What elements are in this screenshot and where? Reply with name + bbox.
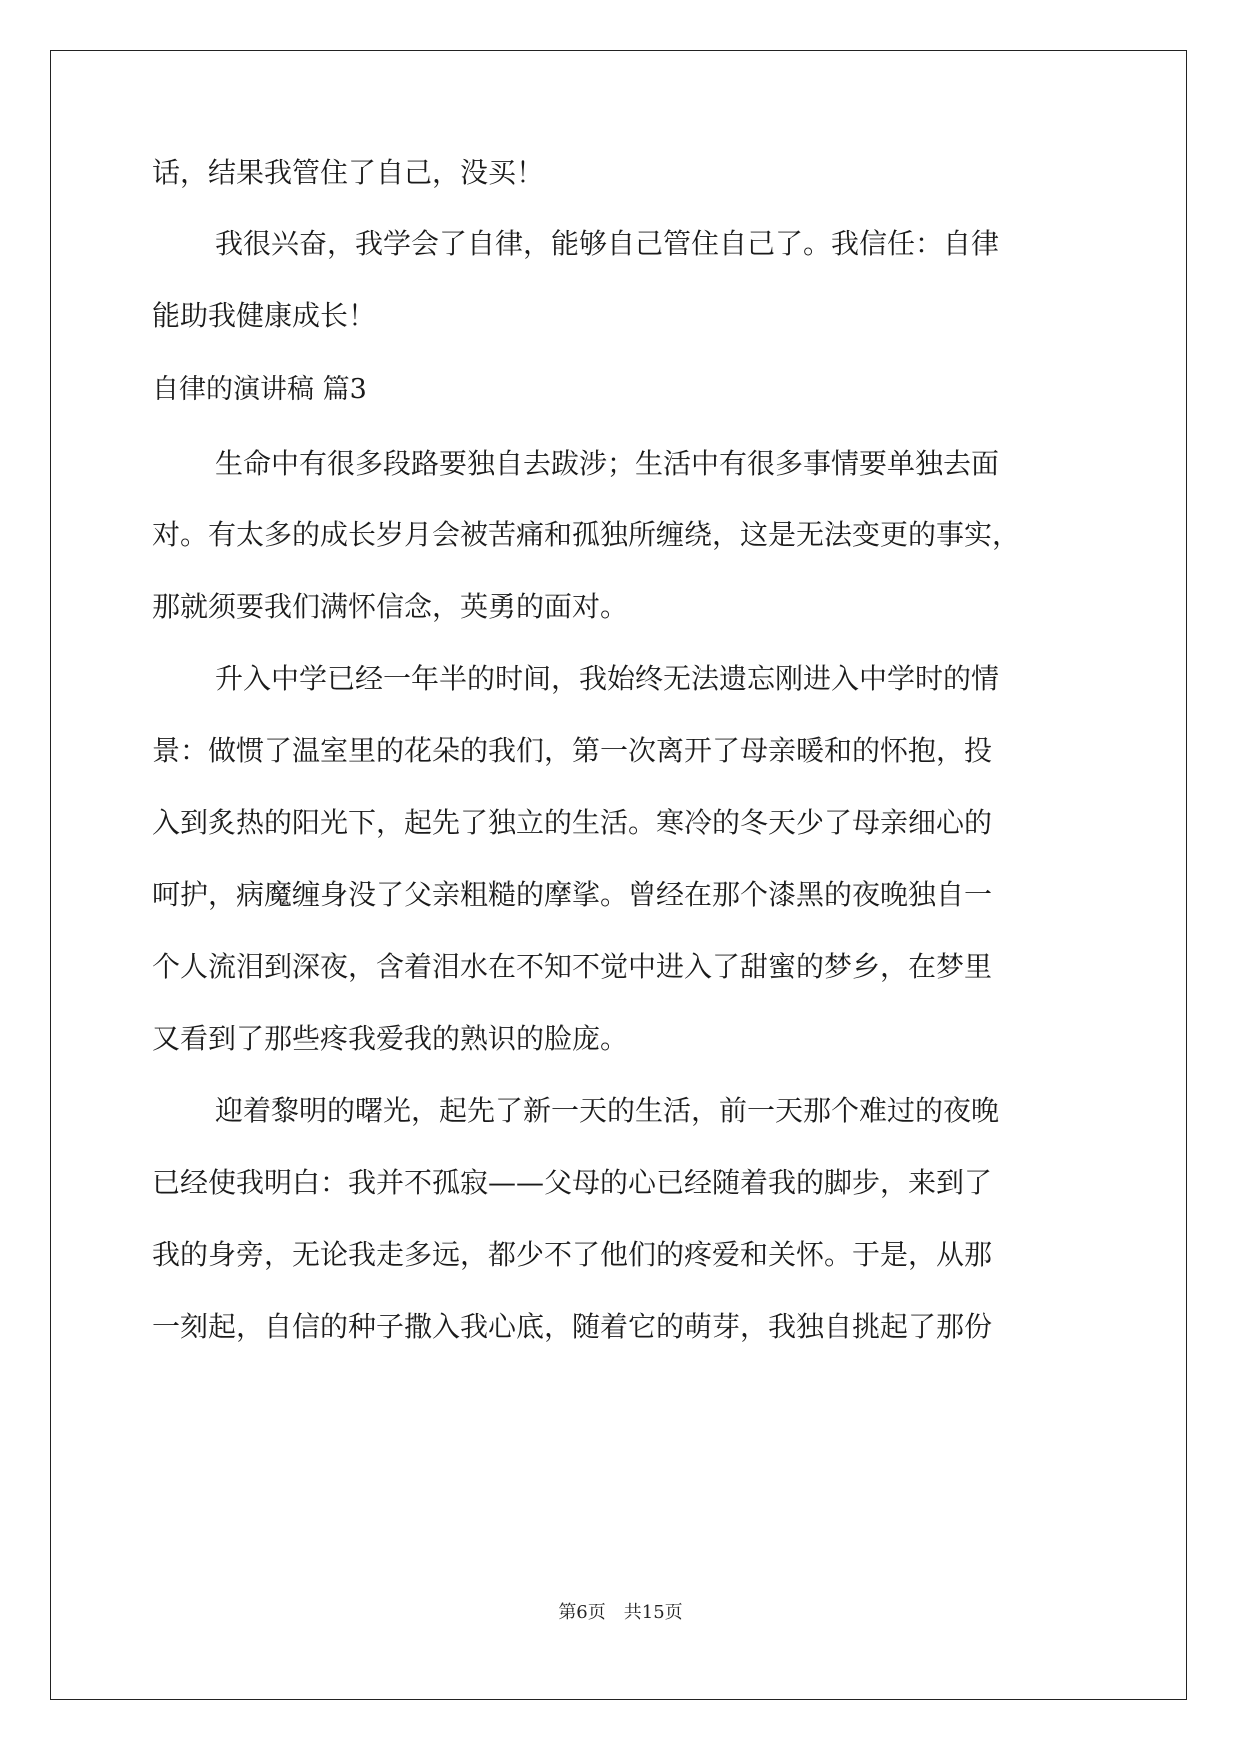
- text-line: 生命中有很多段路要独自去跋涉；生活中有很多事情要单独去面: [215, 447, 1000, 480]
- text-line: 一刻起，自信的种子撒入我心底，随着它的萌芽，我独自挑起了那份: [152, 1310, 993, 1343]
- text-line: 已经使我明白：我并不孤寂——父母的心已经随着我的脚步，来到了: [152, 1166, 993, 1199]
- text-line: 我很兴奋，我学会了自律，能够自己管住自己了。我信任：自律: [215, 227, 1000, 260]
- text-line: 入到炙热的阳光下，起先了独立的生活。寒冷的冬天少了母亲细心的: [152, 806, 993, 839]
- text-line: 话，结果我管住了自己，没买！: [152, 156, 545, 189]
- text-line: 升入中学已经一年半的时间，我始终无法遗忘刚进入中学时的情: [215, 662, 1000, 695]
- text-line: 迎着黎明的曙光，起先了新一天的生活，前一天那个难过的夜晚: [215, 1094, 1000, 1127]
- text-line: 对。有太多的成长岁月会被苦痛和孤独所缠绕，这是无法变更的事实，: [152, 518, 1021, 551]
- text-line: 能助我健康成长！: [152, 299, 377, 332]
- text-line: 个人流泪到深夜，含着泪水在不知不觉中进入了甜蜜的梦乡，在梦里: [152, 950, 993, 983]
- text-line: 我的身旁，无论我走多远，都少不了他们的疼爱和关怀。于是，从那: [152, 1238, 993, 1271]
- page-footer: [0, 1601, 1241, 1625]
- text-line: 呵护，病魔缠身没了父亲粗糙的摩挲。曾经在那个漆黑的夜晚独自一: [152, 878, 993, 911]
- text-line: 又看到了那些疼我爱我的熟识的脸庞。: [152, 1022, 629, 1055]
- page-number: 第6页: [558, 1602, 606, 1623]
- total-pages: 共15页: [623, 1602, 683, 1623]
- section-heading: 自律的演讲稿 篇3: [152, 374, 367, 405]
- text-line: 景：做惯了温室里的花朵的我们，第一次离开了母亲暖和的怀抱，投: [152, 734, 993, 767]
- text-line: 那就须要我们满怀信念，英勇的面对。: [152, 590, 629, 623]
